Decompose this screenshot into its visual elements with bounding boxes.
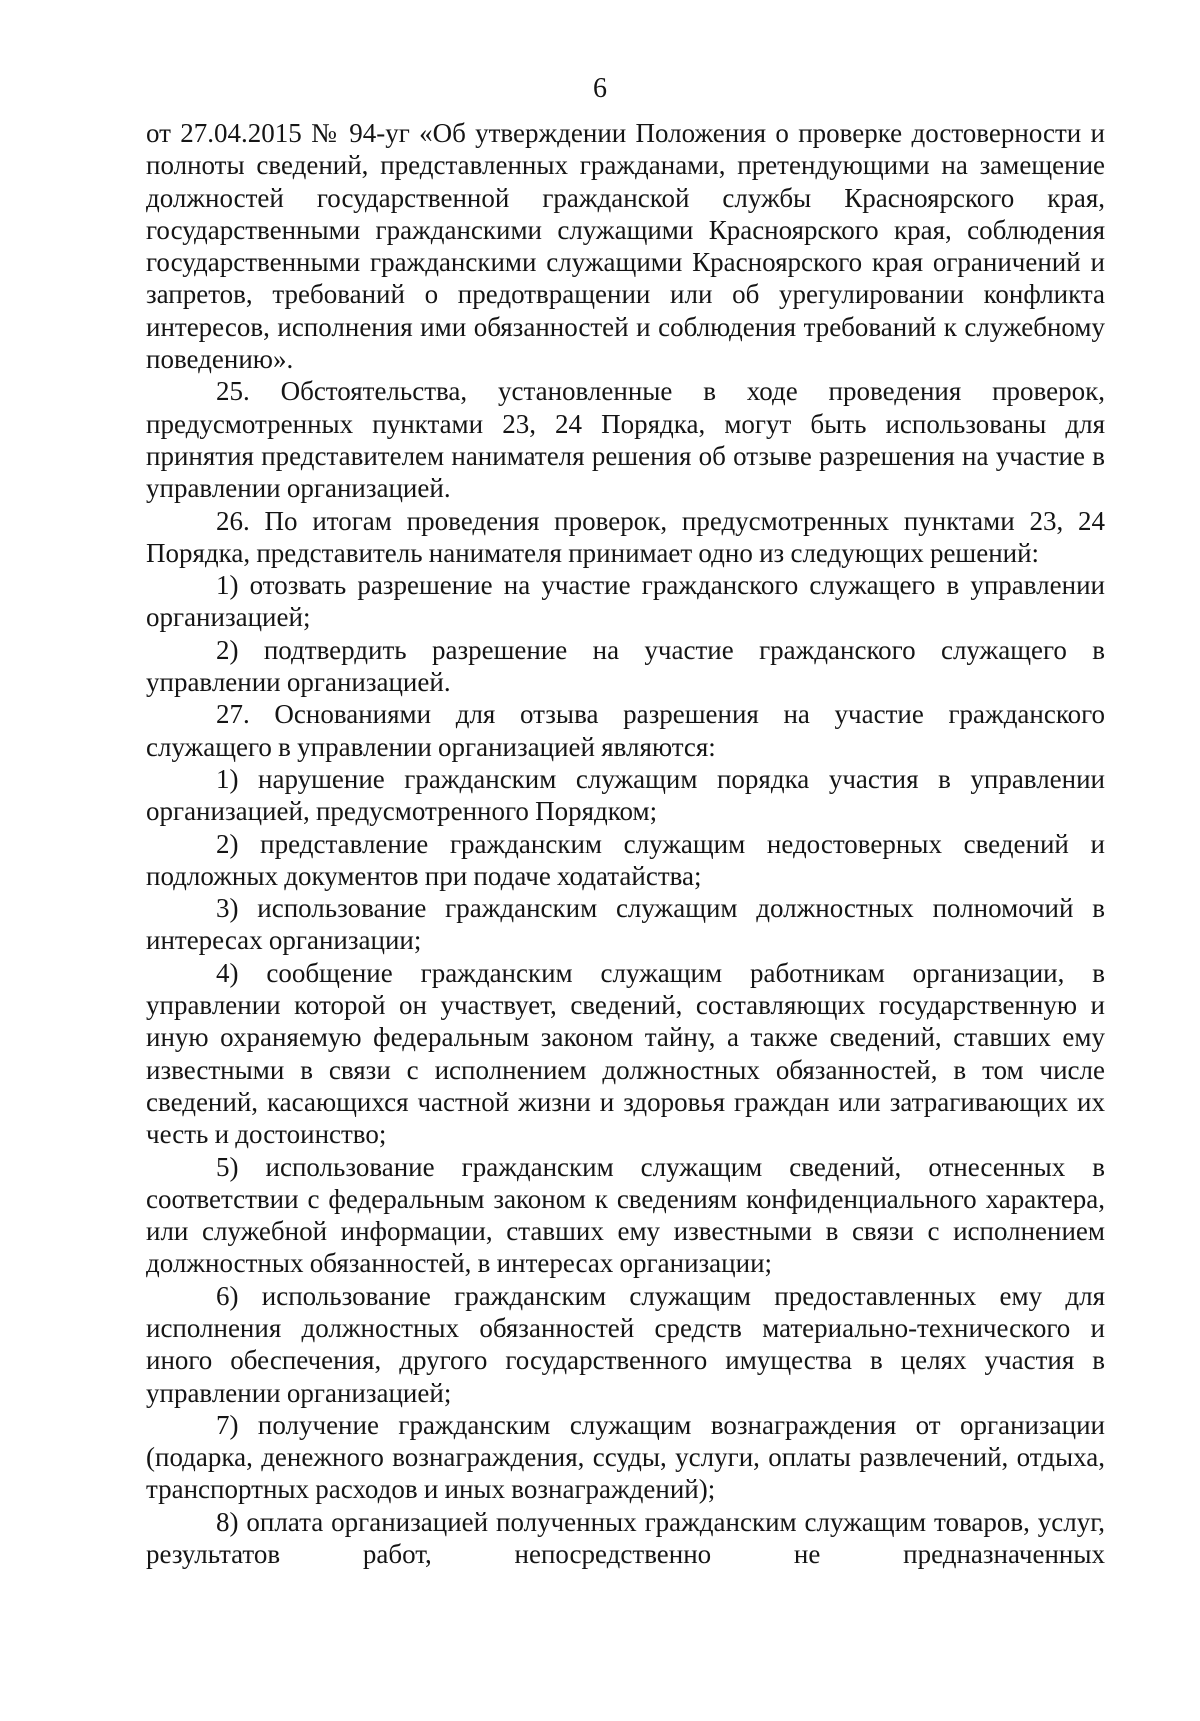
paragraph-p27-8: 8) оплата организацией полученных гражданским служащим товаров, услуг, результатов работ, непосредственно не предназначенных [146,1506,1105,1570]
paragraph-p25: 25. Обстоятельства, установленные в ходе проведения проверок, предусмотренных пунктами 23, 24 Порядка, могут быть использованы для принятия представителем нанимателя решения об отзыве разрешения на участие в управлении организацией. [146,376,1105,504]
paragraph-p27-6: 6) использование гражданским служащим предоставленных ему для исполнения должностных обязанностей средств материально-технического и иного обеспечения, другого государственного имущества в целях участия в управлении организацией; [146,1280,1105,1408]
paragraph-p27-3: 3) использование гражданским служащим должностных полномочий в интересах организации; [146,893,1105,956]
paragraph-p26: 26. По итогам проведения проверок, предусмотренных пунктами 23, 24 Порядка, представитель нанимателя принимает одно из следующих решений: [146,505,1105,568]
paragraph-p27-4: 4) сообщение гражданским служащим работникам организации, в управлении которой он участвует, сведений, составляющих государственную и иную охраняемую федеральным законом тайну, а также сведений, ставших ему известными в связи с исполнением должностных обязанностей, в том числе сведений, касающихся частной жизни и здоровья граждан или затрагивающих их честь и достоинство; [146,957,1105,1150]
paragraph-intro: от 27.04.2015 № 94-уг «Об утверждении Положения о проверке достоверности и полноты сведений, представленных гражданами, претендующими на замещение должностей государственной гражданской службы Красноярского края, государственными гражданскими служащими Красноярского края, соблюдения государственными гражданскими служащими Красноярского края ограничений и запретов, требований о предотвращении или об урегулировании конфликта интересов, исполнения ими обязанностей и соблюдения требований к служебному поведению». [146,118,1105,375]
page-number: 6 [593,73,607,104]
paragraph-p26-2: 2) подтвердить разрешение на участие гражданского служащего в управлении организацией. [146,634,1105,698]
paragraph-p27-2: 2) представление гражданским служащим недостоверных сведений и подложных документов при подаче ходатайства; [146,828,1105,891]
document-body [146,117,1105,1570]
paragraph-p27-5: 5) использование гражданским служащим сведений, отнесенных в соответствии с федеральным законом к сведениям конфиденциального характера, или служебной информации, ставших ему известными в связи с исполнением должностных обязанностей, в интересах организации; [146,1151,1105,1279]
paragraph-p27-1: 1) нарушение гражданским служащим порядка участия в управлении организацией, предусмотренного Порядком; [146,763,1105,827]
paragraph-p26-1: 1) отозвать разрешение на участие гражданского служащего в управлении организацией; [146,570,1105,633]
paragraph-p27-7: 7) получение гражданским служащим вознаграждения от организации (подарка, денежного вознаграждения, ссуды, услуги, оплаты развлечений, отдыха, транспортных расходов и иных вознаграждений); [146,1409,1105,1505]
paragraph-p27: 27. Основаниями для отзыва разрешения на участие гражданского служащего в управлении организацией являются: [146,699,1105,762]
